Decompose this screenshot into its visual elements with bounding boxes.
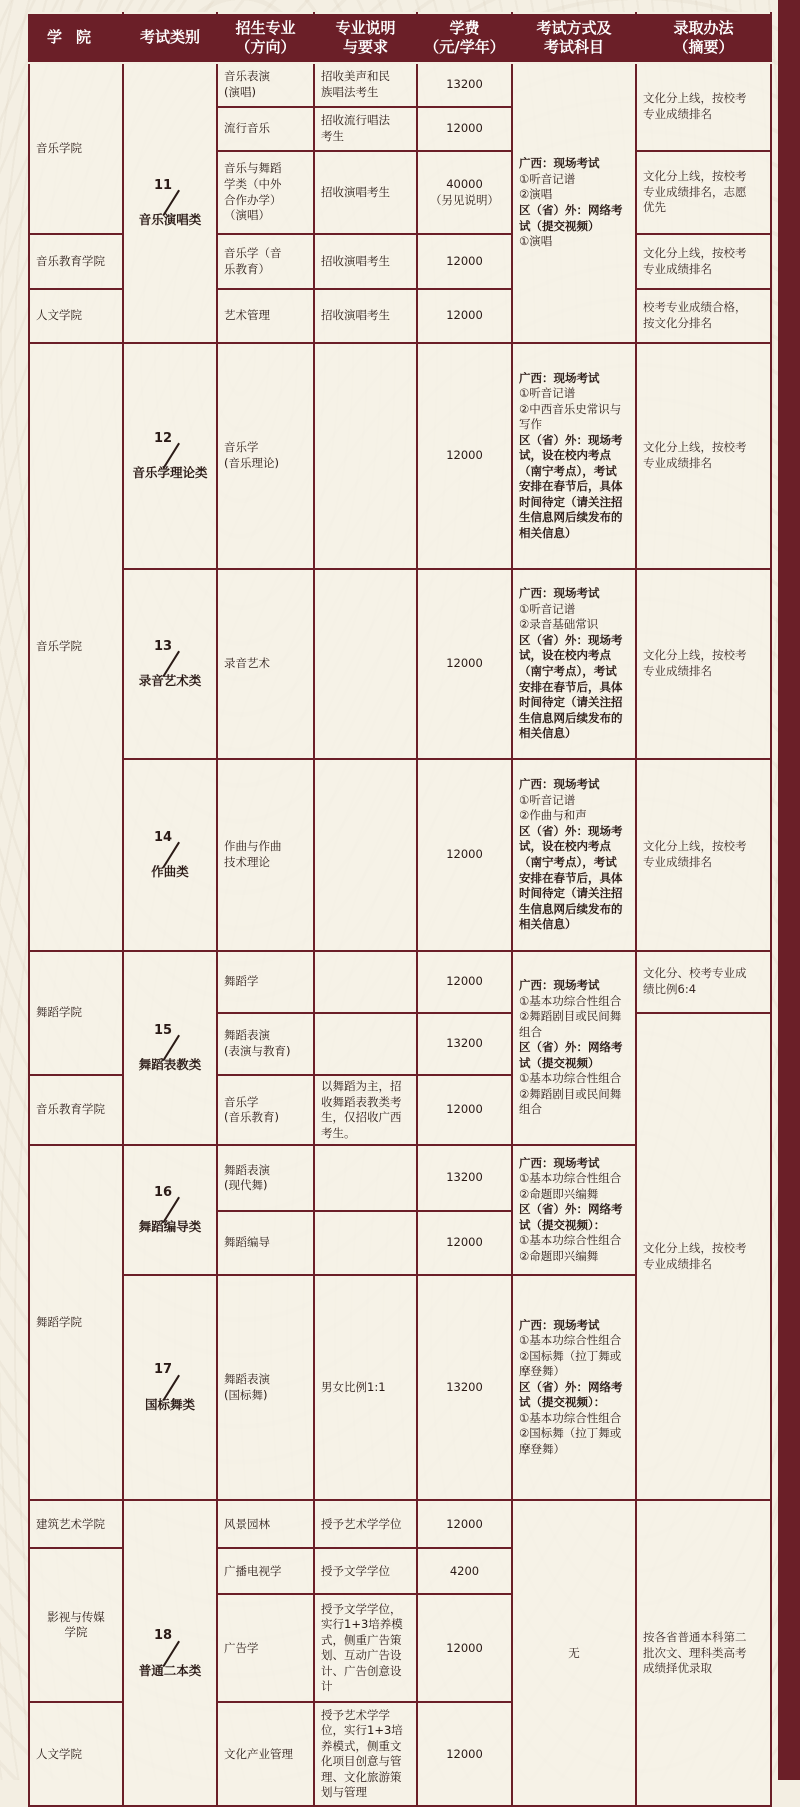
category-cell bbox=[123, 343, 217, 569]
fee-cell: 12000 bbox=[417, 289, 512, 343]
exam-line: ②作曲与和声 bbox=[519, 808, 587, 823]
category-name: 舞蹈表教类 bbox=[138, 1057, 202, 1073]
exam-line: 广西：现场考试 bbox=[519, 777, 600, 792]
college-cell: 音乐学院 bbox=[29, 63, 123, 234]
category-name: 舞蹈编导类 bbox=[138, 1219, 202, 1235]
method-cell: 文化分上线，按校考 专业成绩排名，志愿 优先 bbox=[636, 151, 771, 234]
note-cell bbox=[314, 951, 417, 1013]
major-cell: 艺术管理 bbox=[217, 289, 314, 343]
exam-line: 安排在春节后，具体 bbox=[519, 479, 623, 494]
major-cell: 舞蹈表演 (表演与教育) bbox=[217, 1013, 314, 1075]
exam-line: 广西：现场考试 bbox=[519, 1155, 600, 1170]
slash-divider bbox=[150, 1645, 190, 1663]
major-cell: 作曲与作曲 技术理论 bbox=[217, 759, 314, 951]
exam-line: 区（省）外：现场考 bbox=[519, 632, 623, 647]
fee-cell: 12000 bbox=[417, 234, 512, 289]
slash-divider bbox=[150, 447, 190, 465]
college-cell: 人文学院 bbox=[29, 289, 123, 343]
exam-line: 广西：现场考试 bbox=[519, 586, 600, 601]
exam-line: 试（提交视频） bbox=[519, 218, 600, 233]
category-cell bbox=[123, 1145, 217, 1275]
slash-divider bbox=[150, 846, 190, 864]
exam-line: 区（省）外：网络考 bbox=[519, 1202, 623, 1217]
fee-cell: 12000 bbox=[417, 107, 512, 151]
admission-table bbox=[28, 12, 772, 1807]
exam-line: ①听音记谱 bbox=[519, 386, 576, 401]
note-cell: 男女比例1:1 bbox=[314, 1275, 417, 1500]
exam-line: 写作 bbox=[519, 417, 542, 432]
table-row bbox=[29, 569, 771, 759]
major-cell: 音乐学 (音乐理论) bbox=[217, 343, 314, 569]
note-cell: 授予艺术学学位 bbox=[314, 1500, 417, 1548]
category-name: 音乐学理论类 bbox=[132, 465, 208, 481]
slash-divider bbox=[150, 1379, 190, 1397]
fee-cell: 13200 bbox=[417, 1145, 512, 1211]
category-name: 普通二本类 bbox=[138, 1662, 202, 1678]
major-cell: 舞蹈学 bbox=[217, 951, 314, 1013]
exam-cell bbox=[512, 1145, 636, 1275]
note-cell bbox=[314, 759, 417, 951]
exam-line: 时间待定（请关注招 bbox=[519, 695, 623, 710]
note-cell bbox=[314, 1211, 417, 1275]
fee-cell: 13200 bbox=[417, 1013, 512, 1075]
exam-line: ①听音记谱 bbox=[519, 792, 576, 807]
decorative-edge-strip bbox=[778, 0, 800, 1780]
exam-line: 安排在春节后，具体 bbox=[519, 679, 623, 694]
exam-line: 摩登舞） bbox=[519, 1364, 565, 1379]
category-number: 17 bbox=[153, 1362, 173, 1378]
exam-line: ②舞蹈剧目或民间舞 bbox=[519, 1086, 622, 1101]
category-number: 16 bbox=[153, 1184, 173, 1200]
category-number: 11 bbox=[153, 177, 173, 193]
slash-divider bbox=[150, 1039, 190, 1057]
exam-line: ①基本功综合性组合 bbox=[519, 1233, 622, 1248]
method-cell: 文化分上线，按校考 专业成绩排名 bbox=[636, 343, 771, 569]
exam-line: 摩登舞） bbox=[519, 1441, 565, 1456]
exam-line: 安排在春节后，具体 bbox=[519, 870, 623, 885]
slash-divider bbox=[150, 655, 190, 673]
method-cell: 文化分上线，按校考 专业成绩排名 bbox=[636, 569, 771, 759]
header-note: 专业说明 与要求 bbox=[314, 13, 417, 63]
exam-line: ②录音基础常识 bbox=[519, 617, 599, 632]
fee-cell: 13200 bbox=[417, 1275, 512, 1500]
fee-cell: 12000 bbox=[417, 1500, 512, 1548]
exam-line: 组合 bbox=[519, 1102, 542, 1117]
exam-line: 试（提交视频）： bbox=[519, 1395, 606, 1410]
exam-line: 区（省）外：现场考 bbox=[519, 823, 623, 838]
exam-line: 无 bbox=[568, 1645, 580, 1660]
exam-line: 区（省）外：网络考 bbox=[519, 1040, 623, 1055]
category-number: 15 bbox=[153, 1022, 173, 1038]
college-cell: 人文学院 bbox=[29, 1702, 123, 1806]
exam-line: ②命题即兴编舞 bbox=[519, 1248, 599, 1263]
table-row bbox=[29, 1500, 771, 1548]
category-name: 录音艺术类 bbox=[138, 673, 202, 689]
method-cell: 按各省普通本科第二 批次文、理科类高考 成绩择优录取 bbox=[636, 1500, 771, 1806]
exam-line: ②舞蹈剧目或民间舞 bbox=[519, 1009, 622, 1024]
major-cell: 广播电视学 bbox=[217, 1548, 314, 1594]
exam-line: ①基本功综合性组合 bbox=[519, 1071, 622, 1086]
exam-line: 生信息网后续发布的 bbox=[519, 710, 623, 725]
college-cell: 音乐教育学院 bbox=[29, 1075, 123, 1145]
exam-line: ①基本功综合性组合 bbox=[519, 1171, 622, 1186]
exam-line: （南宁考点），考试 bbox=[519, 855, 617, 869]
major-cell: 流行音乐 bbox=[217, 107, 314, 151]
major-cell: 音乐与舞蹈 学类（中外 合作办学） （演唱） bbox=[217, 151, 314, 234]
major-cell: 舞蹈表演 (国标舞) bbox=[217, 1275, 314, 1500]
exam-line: 生信息网后续发布的 bbox=[519, 901, 623, 916]
exam-cell bbox=[512, 1500, 636, 1806]
category-cell bbox=[123, 1275, 217, 1500]
exam-line: 时间待定（请关注招 bbox=[519, 886, 623, 901]
major-cell: 录音艺术 bbox=[217, 569, 314, 759]
exam-line: （南宁考点），考试 bbox=[519, 463, 617, 478]
exam-line: 试，设在校内考点 bbox=[519, 448, 611, 463]
major-cell: 风景园林 bbox=[217, 1500, 314, 1548]
note-cell bbox=[314, 569, 417, 759]
exam-line: 时间待定（请关注招 bbox=[519, 494, 623, 509]
category-name: 作曲类 bbox=[151, 864, 189, 880]
note-cell: 授予文学学位， 实行1+3培养模 式，侧重广告策 划、互动广告设 计、广告创意设 计 bbox=[314, 1594, 417, 1702]
college-cell: 建筑艺术学院 bbox=[29, 1500, 123, 1548]
fee-cell: 13200 bbox=[417, 63, 512, 107]
table-row bbox=[29, 343, 771, 569]
category-number: 14 bbox=[153, 829, 173, 845]
exam-line: 相关信息） bbox=[519, 525, 577, 540]
exam-line: ①听音记谱 bbox=[519, 601, 576, 616]
header-college: 学院 bbox=[29, 13, 123, 63]
major-cell: 舞蹈编导 bbox=[217, 1211, 314, 1275]
slash-divider bbox=[150, 194, 190, 212]
note-cell: 招收演唱考生 bbox=[314, 151, 417, 234]
exam-cell bbox=[512, 63, 636, 343]
exam-line: ①演唱 bbox=[519, 234, 553, 249]
exam-line: ①基本功综合性组合 bbox=[519, 1333, 622, 1348]
table-row bbox=[29, 951, 771, 1013]
table-row bbox=[29, 63, 771, 107]
exam-line: ①基本功综合性组合 bbox=[519, 993, 622, 1008]
header-fee: 学费 （元/学年） bbox=[417, 13, 512, 63]
note-cell: 招收美声和民 族唱法考生 bbox=[314, 63, 417, 107]
exam-line: ①听音记谱 bbox=[519, 171, 576, 186]
fee-cell: 40000 （另见说明） bbox=[417, 151, 512, 234]
fee-cell: 12000 bbox=[417, 951, 512, 1013]
category-cell bbox=[123, 759, 217, 951]
exam-line: ②中西音乐史常识与 bbox=[519, 401, 622, 416]
exam-line: 相关信息） bbox=[519, 917, 577, 932]
exam-cell bbox=[512, 951, 636, 1145]
note-cell: 招收演唱考生 bbox=[314, 234, 417, 289]
header-row bbox=[29, 13, 771, 63]
header-exam: 考试方式及 考试科目 bbox=[512, 13, 636, 63]
exam-line: 试，设在校内考点 bbox=[519, 648, 611, 663]
fee-cell: 12000 bbox=[417, 1702, 512, 1806]
fee-cell: 12000 bbox=[417, 1211, 512, 1275]
table-row bbox=[29, 759, 771, 951]
method-cell: 文化分上线，按校考 专业成绩排名 bbox=[636, 1013, 771, 1500]
college-cell: 舞蹈学院 bbox=[29, 1145, 123, 1500]
exam-line: 试，设在校内考点 bbox=[519, 839, 611, 854]
exam-cell bbox=[512, 759, 636, 951]
exam-line: 生信息网后续发布的 bbox=[519, 510, 623, 525]
header-category: 考试类别 bbox=[123, 13, 217, 63]
exam-line: 区（省）外：现场考 bbox=[519, 432, 623, 447]
header-major: 招生专业 （方向） bbox=[217, 13, 314, 63]
slash-divider bbox=[150, 1201, 190, 1219]
note-cell bbox=[314, 1145, 417, 1211]
fee-cell: 12000 bbox=[417, 1594, 512, 1702]
note-cell: 招收流行唱法 考生 bbox=[314, 107, 417, 151]
note-cell: 招收演唱考生 bbox=[314, 289, 417, 343]
major-cell: 音乐学 (音乐教育) bbox=[217, 1075, 314, 1145]
college-cell: 音乐学院 bbox=[29, 343, 123, 951]
category-number: 12 bbox=[153, 430, 173, 446]
exam-line: 区（省）外：网络考 bbox=[519, 1379, 623, 1394]
major-cell: 舞蹈表演 (现代舞) bbox=[217, 1145, 314, 1211]
category-cell bbox=[123, 1500, 217, 1806]
method-cell: 文化分、校考专业成 绩比例6:4 bbox=[636, 951, 771, 1013]
category-number: 18 bbox=[153, 1628, 173, 1644]
college-cell: 音乐教育学院 bbox=[29, 234, 123, 289]
category-name: 国标舞类 bbox=[144, 1397, 195, 1412]
exam-line: 相关信息） bbox=[519, 726, 577, 741]
exam-line: 广西：现场考试 bbox=[519, 156, 600, 171]
note-cell: 以舞蹈为主，招 收舞蹈表教类考 生，仅招收广西 考生。 bbox=[314, 1075, 417, 1145]
category-cell bbox=[123, 63, 217, 343]
major-cell: 广告学 bbox=[217, 1594, 314, 1702]
exam-line: 广西：现场考试 bbox=[519, 370, 600, 385]
exam-line: （南宁考点），考试 bbox=[519, 664, 617, 678]
exam-line: ②演唱 bbox=[519, 187, 553, 202]
fee-cell: 12000 bbox=[417, 569, 512, 759]
method-cell: 文化分上线，按校考 专业成绩排名 bbox=[636, 63, 771, 151]
header-method: 录取办法 （摘要） bbox=[636, 13, 771, 63]
fee-cell: 4200 bbox=[417, 1548, 512, 1594]
method-cell: 校考专业成绩合格， 按文化分排名 bbox=[636, 289, 771, 343]
method-cell: 文化分上线，按校考 专业成绩排名 bbox=[636, 234, 771, 289]
category-cell bbox=[123, 569, 217, 759]
note-cell: 授予艺术学学 位，实行1+3培 养模式，侧重文 化项目创意与管 理、文化旅游策 划与管理 bbox=[314, 1702, 417, 1806]
college-cell: 舞蹈学院 bbox=[29, 951, 123, 1075]
exam-line: 组合 bbox=[519, 1024, 542, 1039]
exam-line: ②国标舞（拉丁舞或 bbox=[519, 1426, 622, 1441]
major-cell: 文化产业管理 bbox=[217, 1702, 314, 1806]
exam-line: 广西：现场考试 bbox=[519, 978, 600, 993]
category-number: 13 bbox=[153, 638, 173, 654]
major-cell: 音乐表演 (演唱) bbox=[217, 63, 314, 107]
major-cell: 音乐学（音 乐教育） bbox=[217, 234, 314, 289]
exam-line: 试（提交视频） bbox=[519, 1055, 600, 1070]
exam-cell bbox=[512, 569, 636, 759]
fee-cell: 12000 bbox=[417, 343, 512, 569]
fee-cell: 12000 bbox=[417, 1075, 512, 1145]
exam-cell bbox=[512, 1275, 636, 1500]
college-cell: 影视与传媒 学院 bbox=[29, 1548, 123, 1702]
exam-line: ①基本功综合性组合 bbox=[519, 1410, 622, 1425]
category-cell bbox=[123, 951, 217, 1145]
exam-line: 广西：现场考试 bbox=[519, 1317, 600, 1332]
category-name: 音乐演唱类 bbox=[138, 212, 202, 228]
note-cell bbox=[314, 1013, 417, 1075]
method-cell: 文化分上线，按校考 专业成绩排名 bbox=[636, 759, 771, 951]
fee-cell: 12000 bbox=[417, 759, 512, 951]
exam-cell bbox=[512, 343, 636, 569]
exam-line: 区（省）外：网络考 bbox=[519, 203, 623, 217]
note-cell bbox=[314, 343, 417, 569]
exam-line: 试（提交视频）： bbox=[519, 1217, 606, 1232]
exam-line: ②命题即兴编舞 bbox=[519, 1186, 599, 1201]
note-cell: 授予文学学位 bbox=[314, 1548, 417, 1594]
exam-line: ②国标舞（拉丁舞或 bbox=[519, 1348, 622, 1363]
